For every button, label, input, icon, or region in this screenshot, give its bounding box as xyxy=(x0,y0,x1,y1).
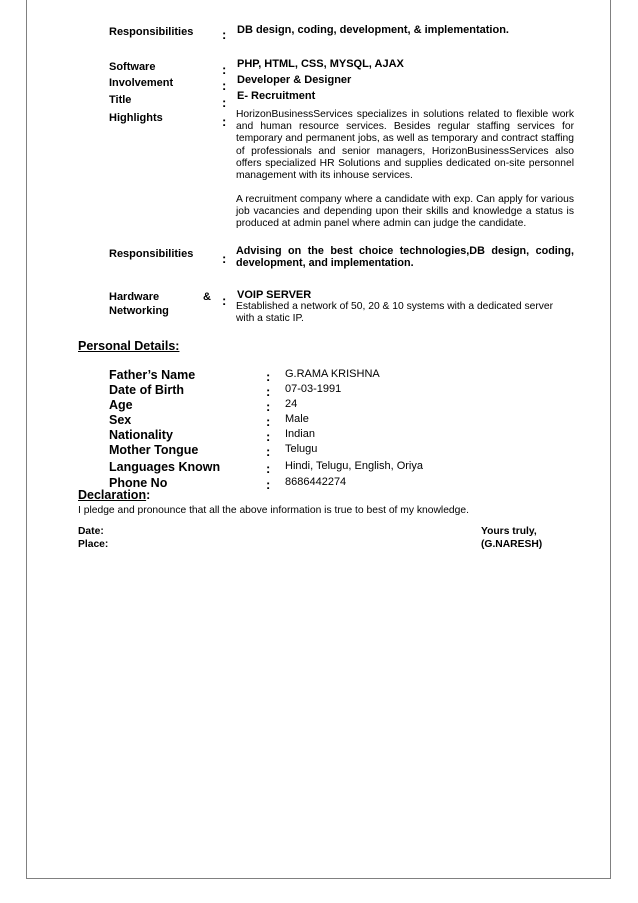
networking-label: Networking xyxy=(109,305,169,317)
closing-text: Yours truly, xyxy=(481,526,537,537)
colon: : xyxy=(266,444,271,459)
colon: : xyxy=(266,369,271,384)
colon: : xyxy=(222,95,227,110)
colon: : xyxy=(222,62,227,77)
responsibilities-top-label: Responsibilities xyxy=(109,26,194,38)
responsibilities-value: Advising on the best choice technologies,DB design, coding, development, and implementation. xyxy=(236,245,574,270)
personal-details-heading: Personal Details: xyxy=(78,339,180,353)
highlights-paragraph-2: A recruitment company where a candidate with exp. Can apply for various job vacancies and depending upon their skills and knowledge a status is produced at admin panel where admin can judge the candidate. xyxy=(236,194,574,230)
personal-label: Nationality xyxy=(109,428,173,442)
hardware-value: Established a network of 50, 20 & 10 systems with a dedicated server with a static IP. xyxy=(236,301,554,325)
place-label: Place: xyxy=(78,539,109,550)
personal-label: Phone No xyxy=(109,476,168,490)
involvement-value: Developer & Designer xyxy=(237,74,352,86)
declaration-heading: Declaration xyxy=(78,488,147,502)
personal-value: 8686442274 xyxy=(285,476,347,488)
hardware-label: Hardware xyxy=(109,291,160,303)
involvement-label: Involvement xyxy=(109,77,174,89)
colon: : xyxy=(222,251,227,266)
personal-value: Telugu xyxy=(285,443,318,455)
colon: : xyxy=(266,429,271,444)
colon: : xyxy=(266,414,271,429)
personal-value: 24 xyxy=(285,398,298,410)
responsibilities-label: Responsibilities xyxy=(109,248,194,260)
colon: : xyxy=(266,461,271,476)
colon: : xyxy=(266,399,271,414)
responsibilities-top-value: DB design, coding, development, & implementation. xyxy=(237,24,509,36)
personal-label: Age xyxy=(109,398,133,412)
signature-name: (G.NARESH) xyxy=(481,539,543,550)
colon: : xyxy=(222,27,227,42)
personal-value: G.RAMA KRISHNA xyxy=(285,368,380,380)
personal-label: Date of Birth xyxy=(109,383,184,397)
software-label: Software xyxy=(109,61,156,73)
hardware-heading: VOIP SERVER xyxy=(237,289,312,301)
colon: : xyxy=(222,78,227,93)
personal-value: Hindi, Telugu, English, Oriya xyxy=(285,460,423,472)
personal-value: Indian xyxy=(285,428,315,440)
highlights-paragraph-1: HorizonBusinessServices specializes in solutions related to flexible work and human resource services. Besides regular staffing services for temporary and permanent jobs, as well as temporary and contract staffing of professionals and senior managers, HorizonBusinessServices also offers specialized HR Solutions and supplies dedicated on-site personnel management with its inhouse services. xyxy=(236,109,574,182)
declaration-text: I pledge and pronounce that all the above information is true to best of my knowledge. xyxy=(78,505,469,516)
colon: : xyxy=(266,477,271,492)
personal-label: Mother Tongue xyxy=(109,443,199,457)
colon: : xyxy=(266,384,271,399)
hardware-ampersand: & xyxy=(203,291,211,303)
colon: : xyxy=(222,114,227,129)
colon: : xyxy=(222,293,227,308)
declaration-colon: : xyxy=(146,488,151,502)
title-label: Title xyxy=(109,94,132,106)
software-value: PHP, HTML, CSS, MYSQL, AJAX xyxy=(237,58,404,70)
title-value: E- Recruitment xyxy=(237,90,316,102)
personal-label: Father’s Name xyxy=(109,368,196,382)
personal-label: Languages Known xyxy=(109,460,221,474)
personal-value: Male xyxy=(285,413,309,425)
date-label: Date: xyxy=(78,526,104,537)
personal-label: Sex xyxy=(109,413,132,427)
personal-value: 07-03-1991 xyxy=(285,383,342,395)
declaration-heading-wrap xyxy=(78,488,150,502)
highlights-label: Highlights xyxy=(109,112,163,124)
